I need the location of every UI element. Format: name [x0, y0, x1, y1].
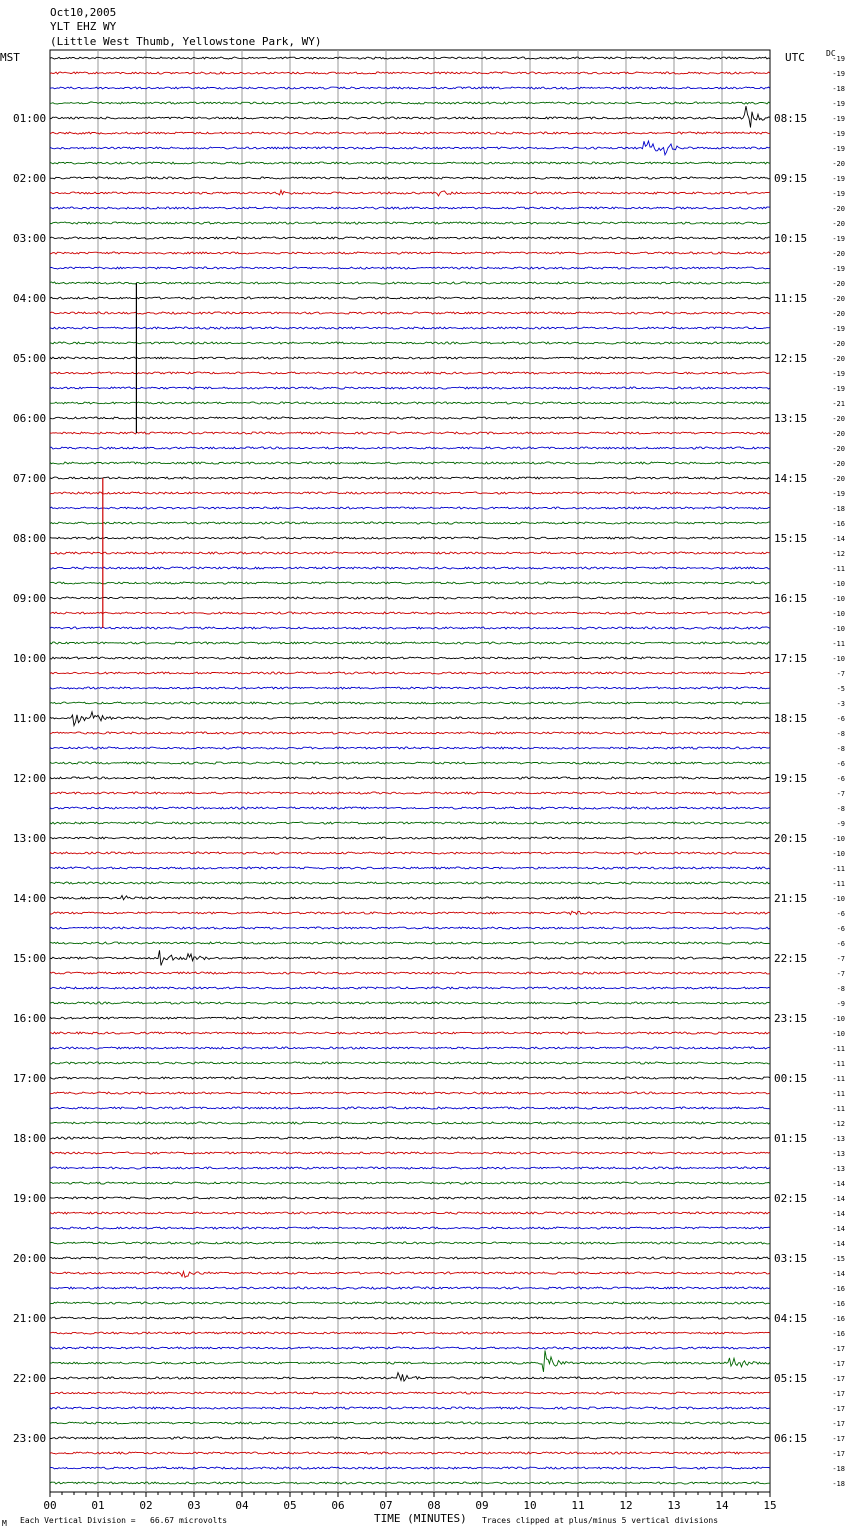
- utc-hour-label: 04:15: [774, 1312, 808, 1325]
- dc-offset-label: -10: [832, 1030, 845, 1038]
- trace-82: [50, 1287, 770, 1289]
- dc-offset-label: -8: [836, 985, 845, 993]
- utc-hour-label: 01:15: [774, 1132, 808, 1145]
- trace-90: [50, 1407, 770, 1409]
- trace-55: [50, 882, 770, 884]
- trace-40: [50, 657, 770, 659]
- trace-63: [50, 1002, 770, 1004]
- utc-hour-label: 20:15: [774, 832, 808, 845]
- dc-offset-label: -12: [832, 1120, 845, 1128]
- dc-offset-label: -8: [836, 805, 845, 813]
- dc-offset-label: -11: [832, 880, 845, 888]
- mst-hour-label: 05:00: [13, 352, 47, 365]
- dc-offset-label: -19: [832, 70, 845, 78]
- x-tick-label: 06: [331, 1499, 345, 1512]
- mst-hour-label: 23:00: [13, 1432, 47, 1445]
- dc-offset-label: -10: [832, 655, 845, 663]
- dc-offset-label: -13: [832, 1165, 845, 1173]
- dc-offset-label: -9: [836, 1000, 845, 1008]
- mst-hour-label: 02:00: [13, 172, 47, 185]
- dc-offset-label: -3: [836, 700, 845, 708]
- trace-91: [50, 1422, 770, 1424]
- dc-offset-label: -16: [832, 1330, 845, 1338]
- x-tick-label: 08: [427, 1499, 441, 1512]
- trace-42: [50, 687, 770, 689]
- dc-offset-label: -7: [836, 970, 845, 978]
- dc-offset-label: -17: [832, 1435, 845, 1443]
- utc-hour-label: 14:15: [774, 472, 808, 485]
- dc-offset-label: -10: [832, 1015, 845, 1023]
- dc-offset-label: -19: [832, 265, 845, 273]
- dc-offset-label: -14: [832, 535, 845, 543]
- x-tick-label: 01: [91, 1499, 105, 1512]
- trace-79: [50, 1242, 770, 1244]
- trace-41: [50, 672, 770, 674]
- dc-offset-label: -10: [832, 835, 845, 843]
- dc-offset-label: -10: [832, 580, 845, 588]
- mst-hour-label: 21:00: [13, 1312, 47, 1325]
- trace-78: [50, 1227, 770, 1229]
- mst-axis-label: MST: [0, 51, 20, 64]
- mst-hour-label: 01:00: [13, 112, 47, 125]
- trace-95: [50, 1482, 770, 1484]
- mst-hour-label: 08:00: [13, 532, 47, 545]
- dc-offset-label: -18: [832, 505, 845, 513]
- mst-hour-label: 20:00: [13, 1252, 47, 1265]
- trace-29: [50, 492, 770, 494]
- trace-53: [50, 852, 770, 854]
- utc-hour-label: 08:15: [774, 112, 808, 125]
- trace-22: [50, 387, 770, 389]
- utc-hour-label: 03:15: [774, 1252, 808, 1265]
- dc-offset-label: -8: [836, 730, 845, 738]
- trace-11: [50, 222, 770, 224]
- trace-89: [50, 1392, 770, 1394]
- x-axis-title: TIME (MINUTES): [374, 1512, 467, 1525]
- dc-offset-label: -14: [832, 1210, 845, 1218]
- trace-28: [50, 477, 770, 479]
- utc-hour-label: 16:15: [774, 592, 808, 605]
- dc-offset-label: -11: [832, 865, 845, 873]
- x-axis-ticks: [50, 1492, 770, 1497]
- dc-offset-label: -19: [832, 55, 845, 63]
- mst-hour-label: 15:00: [13, 952, 47, 965]
- utc-hour-label: 19:15: [774, 772, 808, 785]
- x-tick-label: 14: [715, 1499, 729, 1512]
- dc-offset-label: -19: [832, 145, 845, 153]
- utc-hour-label: 17:15: [774, 652, 808, 665]
- trace-61: [50, 972, 770, 974]
- trace-0: [50, 57, 770, 59]
- utc-hour-label: 11:15: [774, 292, 808, 305]
- x-tick-label: 15: [763, 1499, 777, 1512]
- dc-offset-label: -10: [832, 625, 845, 633]
- x-tick-label: 11: [571, 1499, 585, 1512]
- dc-offset-label: -17: [832, 1345, 845, 1353]
- trace-45: [50, 732, 770, 734]
- trace-32: [50, 537, 770, 539]
- dc-offset-label: -11: [832, 565, 845, 573]
- dc-offset-label: -16: [832, 1285, 845, 1293]
- trace-44: [50, 712, 770, 726]
- trace-33: [50, 552, 770, 554]
- mst-hour-label: 18:00: [13, 1132, 47, 1145]
- trace-81: [50, 1271, 770, 1277]
- x-tick-label: 03: [187, 1499, 201, 1512]
- dc-offset-label: -18: [832, 85, 845, 93]
- trace-18: [50, 327, 770, 329]
- vertical-scale-text: Each Vertical Division = 66.67 microvolts: [20, 1516, 228, 1525]
- chart-location: (Little West Thumb, Yellowstone Park, WY): [50, 35, 322, 48]
- dc-offset-label: -20: [832, 340, 845, 348]
- dc-offset-label: -17: [832, 1375, 845, 1383]
- trace-51: [50, 822, 770, 824]
- trace-9: [50, 190, 770, 196]
- mst-hour-label: 12:00: [13, 772, 47, 785]
- dc-offset-label: -6: [836, 925, 845, 933]
- utc-hour-label: 05:15: [774, 1372, 808, 1385]
- dc-offset-label: -6: [836, 910, 845, 918]
- trace-57: [50, 911, 770, 915]
- utc-hour-label: 18:15: [774, 712, 808, 725]
- trace-15: [50, 282, 770, 284]
- trace-47: [50, 762, 770, 764]
- dc-offset-label: -17: [832, 1390, 845, 1398]
- utc-hour-label: 13:15: [774, 412, 808, 425]
- dc-offset-label: -6: [836, 940, 845, 948]
- trace-56: [50, 896, 770, 900]
- dc-offset-label: -16: [832, 1315, 845, 1323]
- dc-offset-label: -13: [832, 1135, 845, 1143]
- x-tick-label: 05: [283, 1499, 297, 1512]
- dc-offset-label: -6: [836, 775, 845, 783]
- dc-offset-label: -7: [836, 670, 845, 678]
- dc-offset-label: -21: [832, 400, 845, 408]
- dc-offset-label: -6: [836, 760, 845, 768]
- trace-94: [50, 1467, 770, 1469]
- trace-26: [50, 447, 770, 449]
- mst-hour-label: 03:00: [13, 232, 47, 245]
- dc-offset-label: -19: [832, 100, 845, 108]
- dc-offset-label: -14: [832, 1270, 845, 1278]
- trace-65: [50, 1032, 770, 1034]
- dc-offset-label: -7: [836, 790, 845, 798]
- trace-35: [50, 582, 770, 584]
- trace-62: [50, 987, 770, 989]
- utc-hour-label: 23:15: [774, 1012, 808, 1025]
- trace-37: [50, 612, 770, 614]
- chart-station: YLT EHZ WY: [50, 20, 117, 33]
- dc-offset-label: -20: [832, 310, 845, 318]
- trace-66: [50, 1047, 770, 1049]
- mst-hour-label: 07:00: [13, 472, 47, 485]
- dc-offset-label: -10: [832, 895, 845, 903]
- dc-offset-label: -19: [832, 370, 845, 378]
- dc-offset-label: -20: [832, 160, 845, 168]
- utc-hour-label: 09:15: [774, 172, 808, 185]
- utc-hour-label: 00:15: [774, 1072, 808, 1085]
- trace-3: [50, 102, 770, 104]
- mst-hour-label: 14:00: [13, 892, 47, 905]
- trace-58: [50, 927, 770, 929]
- dc-offset-label: -20: [832, 220, 845, 228]
- dc-label: DC: [826, 49, 836, 58]
- mst-hour-label: 22:00: [13, 1372, 47, 1385]
- dc-offset-label: -19: [832, 115, 845, 123]
- dc-offset-label: -10: [832, 610, 845, 618]
- mst-hour-label: 11:00: [13, 712, 47, 725]
- trace-group: [50, 57, 770, 1484]
- trace-34: [50, 567, 770, 569]
- trace-70: [50, 1107, 770, 1109]
- dc-offset-label: -20: [832, 250, 845, 258]
- utc-hour-label: 15:15: [774, 532, 808, 545]
- dc-offset-label: -11: [832, 1105, 845, 1113]
- trace-76: [50, 1197, 770, 1199]
- dc-offset-label: -19: [832, 175, 845, 183]
- trace-14: [50, 267, 770, 269]
- dc-offset-label: -20: [832, 280, 845, 288]
- trace-13: [50, 252, 770, 254]
- trace-69: [50, 1092, 770, 1094]
- x-tick-label: 00: [43, 1499, 57, 1512]
- trace-88: [50, 1373, 770, 1382]
- trace-92: [50, 1437, 770, 1439]
- dc-offset-label: -19: [832, 325, 845, 333]
- trace-5: [50, 132, 770, 134]
- trace-39: [50, 642, 770, 644]
- dc-offset-label: -20: [832, 415, 845, 423]
- x-tick-label: 12: [619, 1499, 633, 1512]
- trace-19: [50, 342, 770, 344]
- trace-85: [50, 1332, 770, 1334]
- dc-offset-label: -17: [832, 1450, 845, 1458]
- mst-hour-label: 19:00: [13, 1192, 47, 1205]
- dc-offset-label: -18: [832, 1480, 845, 1488]
- dc-offset-label: -19: [832, 130, 845, 138]
- mst-hour-label: 06:00: [13, 412, 47, 425]
- trace-7: [50, 162, 770, 164]
- trace-24: [50, 417, 770, 419]
- dc-offset-label: -20: [832, 475, 845, 483]
- trace-64: [50, 1017, 770, 1019]
- trace-48: [50, 777, 770, 779]
- dc-offset-label: -20: [832, 445, 845, 453]
- trace-12: [50, 237, 770, 239]
- dc-offset-label: -10: [832, 595, 845, 603]
- trace-31: [50, 522, 770, 524]
- trace-49: [50, 792, 770, 794]
- trace-80: [50, 1257, 770, 1259]
- dc-offset-label: -11: [832, 1060, 845, 1068]
- trace-59: [50, 942, 770, 944]
- trace-75: [50, 1182, 770, 1184]
- axis-labels: [13, 55, 845, 1512]
- utc-axis-label: UTC: [785, 51, 805, 64]
- trace-6: [50, 141, 770, 155]
- dc-offset-label: -19: [832, 385, 845, 393]
- x-tick-label: 04: [235, 1499, 249, 1512]
- trace-87: [50, 1350, 770, 1372]
- mst-hour-label: 04:00: [13, 292, 47, 305]
- dc-offset-label: -14: [832, 1240, 845, 1248]
- utc-hour-label: 22:15: [774, 952, 808, 965]
- utc-hour-label: 21:15: [774, 892, 808, 905]
- dc-offset-label: -13: [832, 1150, 845, 1158]
- clip-note: Traces clipped at plus/minus 5 vertical divisions: [482, 1516, 719, 1525]
- trace-93: [50, 1452, 770, 1454]
- trace-1: [50, 72, 770, 74]
- plot-frame: [50, 50, 770, 1492]
- trace-84: [50, 1317, 770, 1319]
- dc-offset-label: -19: [832, 490, 845, 498]
- dc-offset-label: -17: [832, 1405, 845, 1413]
- dc-offset-label: -19: [832, 235, 845, 243]
- dc-offset-label: -14: [832, 1180, 845, 1188]
- dc-offset-label: -20: [832, 205, 845, 213]
- footer-mark: M: [2, 1519, 7, 1528]
- mst-hour-label: 10:00: [13, 652, 47, 665]
- dc-offset-label: -5: [836, 685, 845, 693]
- trace-23: [50, 402, 770, 404]
- dc-offset-label: -14: [832, 1225, 845, 1233]
- x-tick-label: 07: [379, 1499, 393, 1512]
- dc-offset-label: -20: [832, 355, 845, 363]
- x-tick-label: 13: [667, 1499, 681, 1512]
- dc-offset-label: -20: [832, 460, 845, 468]
- trace-86: [50, 1347, 770, 1349]
- x-tick-label: 10: [523, 1499, 537, 1512]
- trace-77: [50, 1212, 770, 1214]
- dc-offset-label: -8: [836, 745, 845, 753]
- dc-offset-label: -19: [832, 190, 845, 198]
- trace-54: [50, 867, 770, 869]
- dc-offset-label: -9: [836, 820, 845, 828]
- mst-hour-label: 09:00: [13, 592, 47, 605]
- trace-43: [50, 702, 770, 704]
- trace-10: [50, 207, 770, 209]
- trace-25: [50, 432, 770, 434]
- dc-offset-label: -7: [836, 955, 845, 963]
- dc-offset-label: -16: [832, 1300, 845, 1308]
- trace-16: [50, 297, 770, 299]
- x-tick-label: 09: [475, 1499, 489, 1512]
- trace-38: [50, 627, 770, 629]
- chart-date: Oct10,2005: [50, 6, 117, 19]
- dc-offset-label: -10: [832, 850, 845, 858]
- utc-hour-label: 06:15: [774, 1432, 808, 1445]
- dc-offset-label: -20: [832, 430, 845, 438]
- dc-offset-label: -14: [832, 1195, 845, 1203]
- trace-50: [50, 807, 770, 809]
- dc-offset-label: -20: [832, 295, 845, 303]
- trace-71: [50, 1122, 770, 1124]
- dc-offset-label: -18: [832, 1465, 845, 1473]
- dc-offset-label: -11: [832, 1075, 845, 1083]
- utc-hour-label: 10:15: [774, 232, 808, 245]
- dc-offset-label: -17: [832, 1360, 845, 1368]
- dc-offset-label: -15: [832, 1255, 845, 1263]
- utc-hour-label: 02:15: [774, 1192, 808, 1205]
- dc-offset-label: -12: [832, 550, 845, 558]
- trace-74: [50, 1167, 770, 1169]
- grid-lines: [50, 50, 770, 1492]
- trace-73: [50, 1152, 770, 1154]
- trace-72: [50, 1137, 770, 1139]
- trace-8: [50, 177, 770, 179]
- trace-83: [50, 1302, 770, 1304]
- trace-68: [50, 1077, 770, 1079]
- dc-offset-label: -16: [832, 520, 845, 528]
- mst-hour-label: 16:00: [13, 1012, 47, 1025]
- dc-offset-label: -11: [832, 1090, 845, 1098]
- trace-4: [50, 106, 770, 127]
- mst-hour-label: 17:00: [13, 1072, 47, 1085]
- trace-60: [50, 950, 770, 965]
- trace-2: [50, 87, 770, 89]
- mst-hour-label: 13:00: [13, 832, 47, 845]
- trace-52: [50, 837, 770, 839]
- trace-30: [50, 507, 770, 509]
- trace-17: [50, 312, 770, 314]
- trace-20: [50, 357, 770, 359]
- x-tick-label: 02: [139, 1499, 153, 1512]
- dc-offset-label: -11: [832, 1045, 845, 1053]
- dc-offset-label: -6: [836, 715, 845, 723]
- dc-offset-label: -11: [832, 640, 845, 648]
- trace-46: [50, 747, 770, 749]
- trace-36: [50, 597, 770, 599]
- trace-27: [50, 462, 770, 464]
- dc-offset-label: -17: [832, 1420, 845, 1428]
- trace-21: [50, 372, 770, 374]
- utc-hour-label: 12:15: [774, 352, 808, 365]
- trace-67: [50, 1062, 770, 1064]
